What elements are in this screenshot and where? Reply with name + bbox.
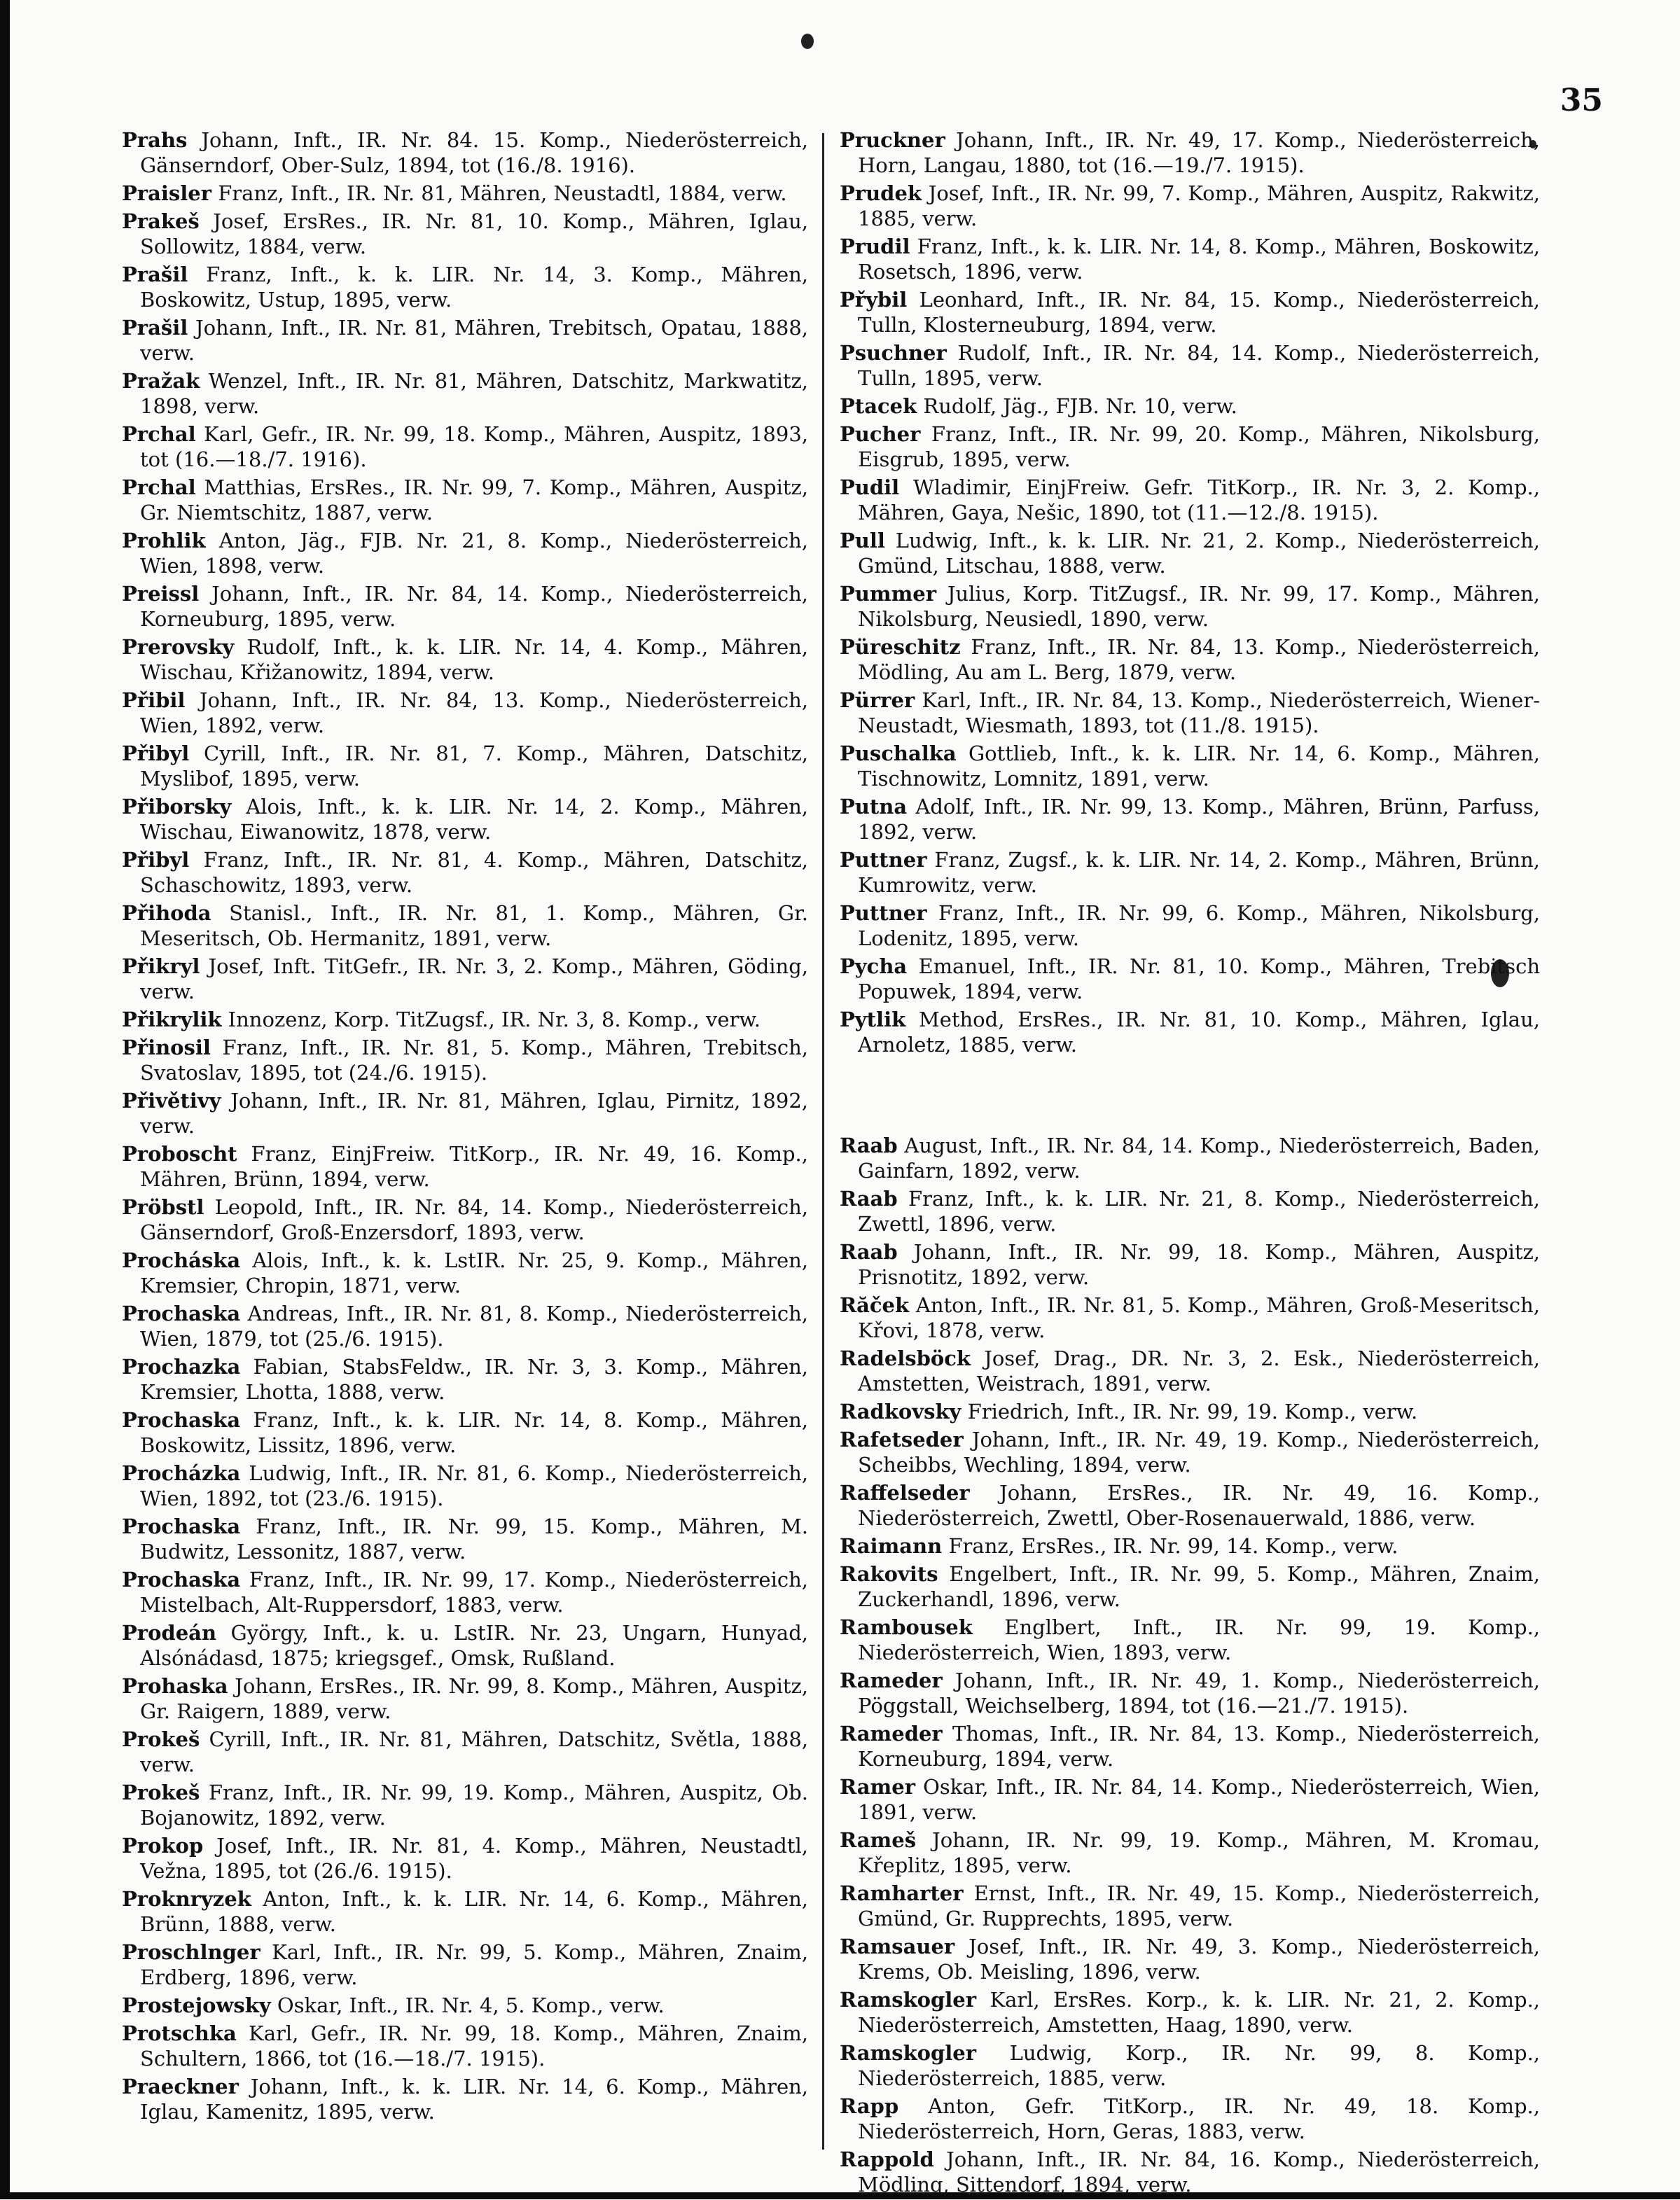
- entry-surname: Pražak: [122, 369, 200, 393]
- entry-details: Wenzel, Inft., IR. Nr. 81, Mähren, Datschitz, Markwatitz, 1898, verw.: [140, 369, 808, 418]
- list-entry: [122, 2021, 808, 2071]
- entry-surname: Radkovsky: [840, 1400, 962, 1423]
- entry-surname: Procházka: [122, 1461, 241, 1485]
- list-entry: [122, 262, 808, 312]
- entry-details: Johann, Inft., IR. Nr. 99, 18. Komp., Mähren, Auspitz, Prisnotitz, 1892, verw.: [858, 1240, 1541, 1289]
- list-entry: [122, 1993, 808, 2018]
- list-entry: [840, 1881, 1540, 1931]
- list-entry: [122, 688, 808, 738]
- entry-surname: Prohlik: [122, 529, 206, 552]
- entry-surname: Pycha: [840, 954, 908, 978]
- entry-surname: Raimann: [840, 1534, 943, 1558]
- list-entry: [122, 900, 808, 951]
- entry-surname: Pucher: [840, 422, 921, 446]
- entry-surname: Prohaska: [122, 1674, 228, 1698]
- list-entry: [122, 368, 808, 419]
- entry-details: Johann, Inft., IR. Nr. 81, Mähren, Iglau, Pirnitz, 1892, verw.: [140, 1089, 809, 1138]
- list-entry: [840, 475, 1540, 525]
- entry-surname: Praisler: [122, 181, 211, 205]
- entry-surname: Rameder: [840, 1669, 943, 1692]
- list-entry: [840, 1533, 1540, 1559]
- entry-surname: Prochaska: [122, 1302, 241, 1325]
- entry-surname: Rambousek: [840, 1615, 973, 1639]
- entry-surname: Přibil: [122, 688, 186, 712]
- entry-details: Anton, Jäg., FJB. Nr. 21, 8. Komp., Niederösterreich, Wien, 1898, verw.: [140, 529, 808, 578]
- list-entry: [840, 1827, 1540, 1878]
- entry-details: Julius, Korp. TitZugsf., IR. Nr. 99, 17. Komp., Mähren, Nikolsburg, Neusiedl, 1890, verw.: [858, 582, 1540, 631]
- ink-spot: [801, 34, 814, 49]
- entry-details: Karl, Gefr., IR. Nr. 99, 18. Komp., Mähren, Auspitz, 1893, tot (16.—18./7. 1916).: [140, 422, 808, 471]
- entry-surname: Răček: [840, 1293, 910, 1317]
- list-entry: [840, 1934, 1540, 1984]
- list-entry: [122, 1248, 808, 1298]
- entry-surname: Přibyl: [122, 742, 190, 765]
- list-entry: [840, 2094, 1540, 2144]
- entry-surname: Ramskogler: [840, 2041, 977, 2065]
- entry-details: Franz, Inft., k. k. LIR. Nr. 14, 3. Komp., Mähren, Boskowitz, Ustup, 1895, verw.: [140, 263, 809, 312]
- entry-surname: Přihoda: [122, 901, 211, 925]
- list-entry: [840, 1293, 1540, 1343]
- entry-surname: Raab: [840, 1134, 898, 1157]
- entry-details: Emanuel, Inft., IR. Nr. 81, 10. Komp., Mähren, Trebitsch Popuwek, 1894, verw.: [858, 954, 1541, 1003]
- list-entry: [840, 422, 1540, 472]
- entry-surname: Proschlnger: [122, 1940, 261, 1964]
- list-entry: [122, 1461, 808, 1511]
- list-entry: [122, 1727, 808, 1777]
- list-entry: [840, 581, 1540, 632]
- entry-surname: Pruckner: [840, 128, 945, 152]
- entry-details: Thomas, Inft., IR. Nr. 84, 13. Komp., Niederösterreich, Korneuburg, 1894, verw.: [858, 1722, 1540, 1771]
- list-entry: [122, 1514, 808, 1564]
- entry-details: Englbert, Inft., IR. Nr. 99, 19. Komp., Niederösterreich, Wien, 1893, verw.: [858, 1615, 1541, 1664]
- entry-surname: Rameš: [840, 1828, 917, 1852]
- list-entry: [122, 581, 808, 632]
- entry-details: Johann, Inft., IR. Nr. 84, 13. Komp., Niederösterreich, Wien, 1892, verw.: [140, 688, 809, 737]
- entry-surname: Rafetseder: [840, 1428, 964, 1451]
- entry-surname: Prudek: [840, 181, 922, 205]
- list-entry: [122, 1407, 808, 1458]
- entry-details: Franz, Inft., IR. Nr. 81, 5. Komp., Mähren, Trebitsch, Svatoslav, 1895, tot (24./6. 1915).: [140, 1036, 809, 1085]
- list-entry: [840, 528, 1540, 578]
- entry-surname: Pürrer: [840, 688, 915, 712]
- entry-details: Franz, Inft., IR. Nr. 99, 17. Komp., Niederösterreich, Mistelbach, Alt-Ruppersdorf, 1883, verw.: [140, 1568, 809, 1617]
- entry-surname: Prokeš: [122, 1727, 200, 1751]
- entry-details: Leonhard, Inft., IR. Nr. 84, 15. Komp., Niederösterreich, Tulln, Klosterneuburg, 1894, verw.: [858, 288, 1541, 337]
- entry-details: August, Inft., IR. Nr. 84, 14. Komp., Niederösterreich, Baden, Gainfarn, 1892, verw.: [858, 1134, 1541, 1183]
- entry-details: György, Inft., k. u. LstIR. Nr. 23, Ungarn, Hunyad, Alsónádasd, 1875; kriegsgef., Omsk, Rußland.: [140, 1621, 808, 1670]
- list-entry: [122, 422, 808, 472]
- list-entry: [840, 394, 1540, 419]
- entry-surname: Prochaska: [122, 1568, 241, 1592]
- list-entry: [840, 1561, 1540, 1612]
- entry-details: Anton, Inft., k. k. LIR. Nr. 14, 6. Komp., Mähren, Brünn, 1888, verw.: [140, 1887, 809, 1936]
- entry-details: Friedrich, Inft., IR. Nr. 99, 19. Komp., verw.: [967, 1400, 1418, 1423]
- entry-surname: Rakovits: [840, 1562, 938, 1586]
- entry-details: Leopold, Inft., IR. Nr. 84, 14. Komp., Niederösterreich, Gänserndorf, Groß-Enzersdorf, 1893, verw.: [140, 1195, 809, 1244]
- entry-surname: Prochazka: [122, 1355, 241, 1379]
- entry-surname: Pull: [840, 529, 885, 552]
- entry-surname: Pummer: [840, 582, 936, 606]
- entry-details: Franz, Inft., IR. Nr. 81, Mähren, Neustadtl, 1884, verw.: [218, 181, 787, 205]
- list-entry: [840, 181, 1540, 231]
- entry-surname: Přivětivy: [122, 1089, 221, 1113]
- list-entry: [840, 688, 1540, 738]
- list-entry: [840, 1346, 1540, 1396]
- entry-details: Karl, Gefr., IR. Nr. 99, 18. Komp., Mähren, Znaim, Schultern, 1866, tot (16.—18./7. 1915).: [140, 2021, 808, 2070]
- entry-surname: Přinosil: [122, 1036, 211, 1059]
- entry-details: Franz, Inft., IR. Nr. 99, 6. Komp., Mähren, Nikolsburg, Lodenitz, 1895, verw.: [858, 901, 1541, 950]
- entry-details: Ludwig, Inft., k. k. LIR. Nr. 21, 2. Komp., Niederösterreich, Gmünd, Litschau, 1888, verw.: [858, 529, 1540, 578]
- entry-surname: Preissl: [122, 582, 200, 606]
- entry-surname: Prašil: [122, 263, 188, 286]
- list-entry: [122, 847, 808, 898]
- entry-surname: Raffelseder: [840, 1481, 970, 1505]
- entry-details: Johann, ErsRes., IR. Nr. 49, 16. Komp., Niederösterreich, Zwettl, Ober-Rosenauerwald, 1886, verw.: [858, 1481, 1541, 1530]
- list-entry: [840, 1186, 1540, 1237]
- list-entry: [840, 127, 1540, 178]
- entry-details: Gottlieb, Inft., k. k. LIR. Nr. 14, 6. Komp., Mähren, Tischnowitz, Lomnitz, 1891, verw.: [858, 742, 1540, 791]
- list-entry: [122, 1141, 808, 1192]
- entry-surname: Puttner: [840, 901, 927, 925]
- entry-details: Rudolf, Inft., k. k. LIR. Nr. 14, 4. Komp., Mähren, Wischau, Křižanowitz, 1894, verw.: [140, 635, 809, 684]
- entry-details: Alois, Inft., k. k. LstIR. Nr. 25, 9. Komp., Mähren, Kremsier, Chropin, 1871, verw.: [140, 1248, 809, 1297]
- entry-details: Cyrill, Inft., IR. Nr. 81, Mähren, Datschitz, Světla, 1888, verw.: [140, 1727, 809, 1776]
- entry-list-left: [122, 127, 808, 2124]
- entry-details: Andreas, Inft., IR. Nr. 81, 8. Komp., Niederösterreich, Wien, 1879, tot (25./6. 1915).: [140, 1302, 808, 1351]
- list-entry: [122, 794, 808, 844]
- list-entry: [840, 1987, 1540, 2038]
- entry-surname: Pytlik: [840, 1008, 906, 1031]
- list-entry: [840, 2147, 1540, 2197]
- entry-details: Johann, Inft., IR. Nr. 49, 19. Komp., Niederösterreich, Scheibbs, Wechling, 1894, verw.: [858, 1428, 1541, 1477]
- entry-surname: Prokeš: [122, 1781, 200, 1804]
- entry-surname: Puschalka: [840, 742, 957, 765]
- entry-details: Oskar, Inft., IR. Nr. 84, 14. Komp., Niederösterreich, Wien, 1891, verw.: [858, 1775, 1541, 1824]
- entry-details: Anton, Inft., IR. Nr. 81, 5. Komp., Mähren, Groß-Meseritsch, Křovi, 1878, verw.: [858, 1293, 1541, 1342]
- entry-details: Franz, Inft., IR. Nr. 84, 13. Komp., Niederösterreich, Mödling, Au am L. Berg, 1879, verw.: [858, 635, 1541, 684]
- entry-surname: Prochaska: [122, 1515, 241, 1538]
- list-entry: [122, 1195, 808, 1245]
- entry-surname: Prochaska: [122, 1408, 241, 1432]
- list-entry: [122, 1833, 808, 1884]
- list-entry: [840, 1480, 1540, 1531]
- entry-surname: Přybil: [840, 288, 908, 312]
- entry-details: Johann, Inft., IR. Nr. 84, 14. Komp., Niederösterreich, Korneuburg, 1895, verw.: [140, 582, 808, 631]
- entry-surname: Přiborsky: [122, 795, 232, 819]
- entry-surname: Prchal: [122, 475, 196, 499]
- entry-details: Innozenz, Korp. TitZugsf., IR. Nr. 3, 8. Komp., verw.: [228, 1008, 761, 1031]
- page-number: 35: [1560, 83, 1603, 118]
- entry-surname: Pudil: [840, 475, 900, 499]
- entry-surname: Prudil: [840, 235, 910, 258]
- entry-details: Johann, Inft., k. k. LIR. Nr. 14, 6. Komp., Mähren, Iglau, Kamenitz, 1895, verw.: [140, 2075, 808, 2124]
- list-entry: [122, 1035, 808, 1085]
- list-entry: [840, 1133, 1540, 1183]
- entry-surname: Prchal: [122, 422, 196, 446]
- entry-details: Johann, ErsRes., IR. Nr. 99, 8. Komp., Mähren, Auspitz, Gr. Raigern, 1889, verw.: [140, 1674, 808, 1723]
- list-entry: [122, 315, 808, 365]
- entry-details: Cyrill, Inft., IR. Nr. 81, 7. Komp., Mähren, Datschitz, Myslibof, 1895, verw.: [140, 742, 808, 791]
- list-entry: [122, 1088, 808, 1139]
- entry-details: Josef, Inft., IR. Nr. 81, 4. Komp., Mähren, Neustadtl, Vežna, 1895, tot (26./6. 1915).: [140, 1834, 809, 1883]
- entry-details: Stanisl., Inft., IR. Nr. 81, 1. Komp., Mähren, Gr. Meseritsch, Ob. Hermanitz, 1891, verw.: [140, 901, 808, 950]
- list-entry: [840, 287, 1540, 337]
- entry-surname: Praeckner: [122, 2075, 239, 2098]
- entry-details: Franz, Inft., k. k. LIR. Nr. 21, 8. Komp., Niederösterreich, Zwettl, 1896, verw.: [858, 1187, 1541, 1236]
- column-divider: [822, 133, 824, 2150]
- list-entry: [840, 1399, 1540, 1424]
- entry-surname: Raab: [840, 1187, 898, 1211]
- entry-details: Franz, Inft., k. k. LIR. Nr. 14, 8. Komp., Mähren, Boskowitz, Lissitz, 1896, verw.: [140, 1408, 808, 1457]
- entry-surname: Putna: [840, 795, 908, 819]
- entry-details: Adolf, Inft., IR. Nr. 99, 13. Komp., Mähren, Brünn, Parfuss, 1892, verw.: [858, 795, 1540, 844]
- entry-list-right-p: [840, 127, 1540, 1057]
- entry-surname: Ramskogler: [840, 1988, 977, 2012]
- list-entry: [840, 2040, 1540, 2091]
- entry-details: Franz, EinjFreiw. TitKorp., IR. Nr. 49, 16. Komp., Mähren, Brünn, 1894, verw.: [140, 1142, 808, 1191]
- entry-details: Johann, Inft., IR. Nr. 49, 1. Komp., Niederösterreich, Pöggstall, Weichselberg, 1894, tot (16.—21./7. 1915).: [858, 1669, 1540, 1718]
- entry-surname: Proboscht: [122, 1142, 237, 1166]
- entry-surname: Ramer: [840, 1775, 915, 1799]
- entry-surname: Přibyl: [122, 848, 190, 872]
- list-entry: [840, 954, 1540, 1004]
- list-entry: [122, 1940, 808, 1990]
- list-entry: [122, 634, 808, 685]
- list-entry: [122, 127, 808, 178]
- list-entry: [840, 1721, 1540, 1771]
- entry-details: Method, ErsRes., IR. Nr. 81, 10. Komp., Mähren, Iglau, Arnoletz, 1885, verw.: [858, 1008, 1540, 1057]
- entry-details: Fabian, StabsFeldw., IR. Nr. 3, 3. Komp., Mähren, Kremsier, Lhotta, 1888, verw.: [140, 1355, 809, 1404]
- entry-surname: Prokop: [122, 1834, 204, 1858]
- entry-details: Josef, Inft., IR. Nr. 49, 3. Komp., Niederösterreich, Krems, Ob. Meisling, 1896, verw.: [858, 1935, 1541, 1984]
- entry-surname: Prašil: [122, 316, 188, 340]
- list-entry: [122, 1354, 808, 1405]
- entry-details: Engelbert, Inft., IR. Nr. 99, 5. Komp., Mähren, Znaim, Zuckerhandl, 1896, verw.: [858, 1562, 1540, 1611]
- list-entry: [122, 209, 808, 259]
- list-entry: [840, 847, 1540, 898]
- entry-list-right-r: [840, 1133, 1540, 2197]
- entry-surname: Ramsauer: [840, 1935, 955, 1958]
- entry-surname: Rappold: [840, 2147, 934, 2171]
- list-entry: [122, 1780, 808, 1830]
- entry-surname: Rameder: [840, 1722, 943, 1746]
- entry-surname: Puttner: [840, 848, 927, 872]
- list-entry: [122, 475, 808, 525]
- entry-surname: Psuchner: [840, 341, 947, 365]
- list-entry: [122, 528, 808, 578]
- list-entry: [840, 1615, 1540, 1665]
- entry-details: Karl, Inft., IR. Nr. 84, 13. Komp., Niederösterreich, Wiener-Neustadt, Wiesmath, 1893, tot (11./8. 1915).: [858, 688, 1540, 737]
- entry-details: Ludwig, Inft., IR. Nr. 81, 6. Komp., Niederösterreich, Wien, 1892, tot (23./6. 1915).: [140, 1461, 809, 1510]
- entry-details: Josef, ErsRes., IR. Nr. 81, 10. Komp., Mähren, Iglau, Sollowitz, 1884, verw.: [140, 209, 808, 258]
- list-entry: [840, 1668, 1540, 1718]
- right-column: [840, 127, 1540, 2200]
- list-entry: [122, 954, 808, 1004]
- entry-details: Franz, Inft., IR. Nr. 99, 19. Komp., Mähren, Auspitz, Ob. Bojanowitz, 1892, verw.: [140, 1781, 808, 1830]
- list-entry: [122, 181, 808, 206]
- entry-details: Johann, Inft., IR. Nr. 49, 17. Komp., Niederösterreich, Horn, Langau, 1880, tot (16.—19./7. 1915).: [858, 128, 1540, 177]
- section-gap: [840, 1060, 1540, 1133]
- list-entry: [840, 900, 1540, 951]
- entry-details: Alois, Inft., k. k. LIR. Nr. 14, 2. Komp., Mähren, Wischau, Eiwanowitz, 1878, verw.: [140, 795, 809, 844]
- entry-surname: Ptacek: [840, 394, 917, 418]
- entry-details: Franz, Inft., IR. Nr. 81, 4. Komp., Mähren, Datschitz, Schaschowitz, 1893, verw.: [140, 848, 808, 897]
- list-entry: [122, 1301, 808, 1351]
- entry-details: Ernst, Inft., IR. Nr. 49, 15. Komp., Niederösterreich, Gmünd, Gr. Rupprechts, 1895, verw.: [858, 1881, 1541, 1930]
- entry-details: Matthias, ErsRes., IR. Nr. 99, 7. Komp., Mähren, Auspitz, Gr. Niemtschitz, 1887, verw.: [140, 475, 808, 524]
- left-column: [122, 127, 808, 2127]
- entry-surname: Prostejowsky: [122, 1993, 271, 2017]
- entry-details: Josef, Drag., DR. Nr. 3, 2. Esk., Niederösterreich, Amstetten, Weistrach, 1891, verw.: [858, 1346, 1541, 1395]
- entry-details: Rudolf, Jäg., FJB. Nr. 10, verw.: [923, 394, 1237, 418]
- entry-details: Wladimir, EinjFreiw. Gefr. TitKorp., IR. Nr. 3, 2. Komp., Mähren, Gaya, Nešic, 1890, tot (11.—12./8. 1915).: [858, 475, 1540, 524]
- entry-details: Anton, Gefr. TitKorp., IR. Nr. 49, 18. Komp., Niederösterreich, Horn, Geras, 1883, verw.: [858, 2094, 1540, 2143]
- list-entry: [840, 1774, 1540, 1825]
- entry-details: Karl, ErsRes. Korp., k. k. LIR. Nr. 21, 2. Komp., Niederösterreich, Amstetten, Haag, 1890, verw.: [858, 1988, 1541, 2037]
- list-entry: [840, 794, 1540, 844]
- list-entry: [122, 1673, 808, 1724]
- list-entry: [122, 1007, 808, 1032]
- entry-details: Franz, Inft., IR. Nr. 99, 20. Komp., Mähren, Nikolsburg, Eisgrub, 1895, verw.: [858, 422, 1540, 471]
- entry-surname: Prakeš: [122, 209, 200, 233]
- entry-details: Johann, Inft., IR. Nr. 81, Mähren, Trebitsch, Opatau, 1888, verw.: [140, 316, 808, 365]
- list-entry: [840, 1007, 1540, 1057]
- entry-surname: Pröbstl: [122, 1195, 204, 1219]
- entry-surname: Procháska: [122, 1248, 241, 1272]
- list-entry: [840, 1239, 1540, 1290]
- entry-surname: Prahs: [122, 128, 188, 152]
- entry-details: Franz, Inft., k. k. LIR. Nr. 14, 8. Komp., Mähren, Boskowitz, Rosetsch, 1896, verw.: [858, 235, 1541, 284]
- list-entry: [840, 634, 1540, 685]
- entry-surname: Ramharter: [840, 1881, 964, 1905]
- entry-surname: Radelsböck: [840, 1346, 971, 1370]
- entry-details: Franz, ErsRes., IR. Nr. 99, 14. Komp., verw.: [948, 1534, 1398, 1558]
- entry-surname: Proknryzek: [122, 1887, 251, 1911]
- entry-details: Franz, Zugsf., k. k. LIR. Nr. 14, 2. Komp., Mähren, Brünn, Kumrowitz, verw.: [858, 848, 1540, 897]
- entry-details: Rudolf, Inft., IR. Nr. 84, 14. Komp., Niederösterreich, Tulln, 1895, verw.: [858, 341, 1541, 390]
- list-entry: [840, 340, 1540, 391]
- list-entry: [840, 1427, 1540, 1477]
- list-entry: [122, 2074, 808, 2124]
- entry-surname: Rapp: [840, 2094, 899, 2118]
- list-entry: [122, 1620, 808, 1671]
- entry-surname: Prodeán: [122, 1621, 217, 1645]
- list-entry: [840, 741, 1540, 791]
- entry-details: Josef, Inft., IR. Nr. 99, 7. Komp., Mähren, Auspitz, Rakwitz, 1885, verw.: [858, 181, 1541, 230]
- entry-details: Johann, Inft., IR. Nr. 84, 16. Komp., Niederösterreich, Mödling, Sittendorf, 1894, verw.: [858, 2147, 1540, 2196]
- entry-details: Oskar, Inft., IR. Nr. 4, 5. Komp., verw.: [277, 1993, 665, 2017]
- list-entry: [122, 1886, 808, 1937]
- entry-surname: Raab: [840, 1240, 898, 1264]
- entry-details: Josef, Inft. TitGefr., IR. Nr. 3, 2. Komp., Mähren, Göding, verw.: [140, 954, 809, 1003]
- entry-surname: Protschka: [122, 2021, 237, 2045]
- entry-details: Franz, Inft., IR. Nr. 99, 15. Komp., Mähren, M. Budwitz, Lessonitz, 1887, verw.: [140, 1515, 808, 1564]
- entry-details: Johann, IR. Nr. 99, 19. Komp., Mähren, M. Kromau, Křeplitz, 1895, verw.: [858, 1828, 1541, 1877]
- entry-details: Karl, Inft., IR. Nr. 99, 5. Komp., Mähren, Znaim, Erdberg, 1896, verw.: [140, 1940, 808, 1989]
- entry-details: Johann, Inft., IR. Nr. 84. 15. Komp., Niederösterreich, Gänserndorf, Ober-Sulz, 1894, tot (16./8. 1916).: [140, 128, 809, 177]
- entry-surname: Prerovsky: [122, 635, 235, 659]
- list-entry: [840, 234, 1540, 284]
- entry-surname: Přikrylik: [122, 1008, 222, 1031]
- entry-details: Ludwig, Korp., IR. Nr. 99, 8. Komp., Niederösterreich, 1885, verw.: [858, 2041, 1541, 2090]
- entry-surname: Püreschitz: [840, 635, 961, 659]
- list-entry: [122, 741, 808, 791]
- entry-surname: Přikryl: [122, 954, 200, 978]
- list-entry: [122, 1567, 808, 1617]
